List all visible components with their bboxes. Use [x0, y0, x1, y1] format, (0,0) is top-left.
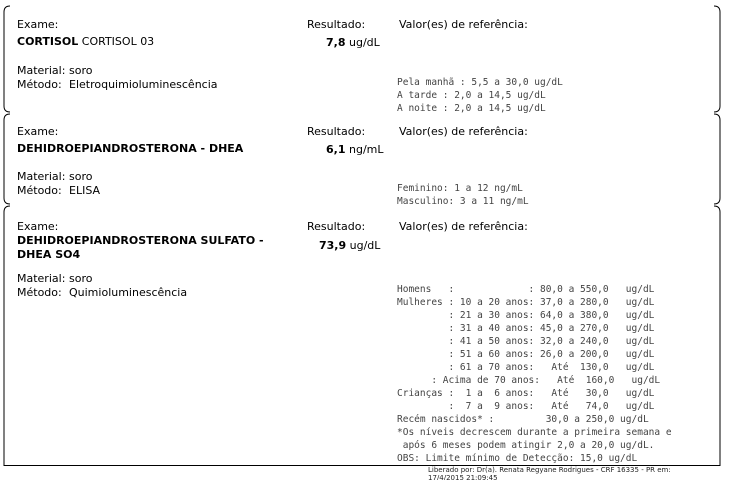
left-bracket	[0, 4, 12, 114]
reference-line: Recém nascidos* : 30,0 a 250,0 ug/dL	[397, 414, 649, 425]
result-unit: ng/mL	[345, 143, 384, 156]
reference-line: Crianças : 1 a 6 anos: Até 30,0 ug/dL	[397, 388, 655, 399]
method-value: ELISA	[69, 184, 101, 197]
reference-line: : 51 a 60 anos: 26,0 a 200,0 ug/dL	[397, 349, 655, 360]
result-number: 73,9	[319, 239, 347, 252]
reference-line: Homens : : 80,0 a 550,0 ug/dL	[397, 284, 655, 295]
reference-label: Valor(es) de referência:	[399, 18, 528, 31]
exam-name-rest: CORTISOL 03	[78, 35, 155, 48]
reference-line: após 6 meses podem atingir 2,0 a 20,0 ug/dL.	[397, 440, 655, 451]
reference-line: Masculino: 3 a 11 ng/mL	[397, 196, 529, 207]
reference-line: : Acima de 70 anos: Até 160,0 ug/dL	[397, 375, 661, 386]
exam-name-line2: DHEA SO4	[17, 248, 81, 261]
reference-line: OBS: Limite mínimo de Detecção: 15,0 ug/dL	[397, 453, 638, 464]
result-number: 6,1	[326, 143, 346, 156]
reference-line: A noite : 2,0 a 14,5 ug/dL	[397, 103, 546, 114]
method-label: Método:	[17, 286, 62, 299]
reference-label: Valor(es) de referência:	[399, 125, 528, 138]
result-value	[319, 239, 380, 252]
exam-name-bold: CORTISOL	[17, 35, 79, 48]
reference-line: : 21 a 30 anos: 64,0 a 380,0 ug/dL	[397, 310, 655, 321]
method-label: Método:	[17, 184, 62, 197]
material-value: soro	[69, 170, 93, 183]
left-bracket	[0, 204, 12, 466]
release-datetime: 17/4/2015 21:09:45	[428, 474, 498, 480]
reference-values	[397, 63, 563, 115]
reference-line: Pela manhã : 5,5 a 30,0 ug/dL	[397, 77, 563, 88]
exam-name	[17, 35, 154, 48]
reference-line: : 7 a 9 anos: Até 74,0 ug/dL	[397, 401, 655, 412]
release-line: Liberado por: Dr(a). Renata Regyane Rodrigues - CRF 16335 - PR em:	[428, 466, 671, 474]
result-unit: ug/dL	[346, 239, 381, 252]
reference-values	[397, 270, 672, 465]
reference-line: : 41 a 50 anos: 32,0 a 240,0 ug/dL	[397, 336, 655, 347]
right-bracket	[712, 204, 724, 466]
reference-line: Mulheres : 10 a 20 anos: 37,0 a 280,0 ug/dL	[397, 297, 655, 308]
right-bracket	[712, 4, 724, 114]
result-label: Resultado:	[307, 125, 366, 138]
material-value: soro	[69, 64, 93, 77]
reference-line: A tarde : 2,0 a 14,5 ug/dL	[397, 90, 546, 101]
material-value: soro	[69, 272, 93, 285]
reference-line: *Os níveis decrescem durante a primeira semana e	[397, 427, 672, 438]
method-value: Eletroquimioluminescência	[69, 78, 218, 91]
reference-values	[397, 169, 529, 208]
result-label: Resultado:	[307, 18, 366, 31]
method-label: Método:	[17, 78, 62, 91]
exam-name: DEHIDROEPIANDROSTERONA - DHEA	[17, 142, 244, 155]
exam-label: Exame:	[17, 125, 59, 138]
method-value: Quimioluminescência	[69, 286, 188, 299]
reference-line: : 31 a 40 anos: 45,0 a 270,0 ug/dL	[397, 323, 655, 334]
reference-line: : 61 a 70 anos: Até 130,0 ug/dL	[397, 362, 655, 373]
material-label: Material:	[17, 272, 66, 285]
exam-label: Exame:	[17, 18, 59, 31]
result-value	[326, 143, 384, 156]
reference-line: Feminino: 1 a 12 ng/mL	[397, 183, 523, 194]
result-number: 7,8	[326, 36, 346, 49]
material-label: Material:	[17, 170, 66, 183]
right-bracket	[712, 112, 724, 206]
exam-label: Exame:	[17, 220, 59, 233]
result-value	[326, 36, 380, 49]
exam-name-line1: DEHIDROEPIANDROSTERONA SULFATO -	[17, 234, 264, 247]
material-label: Material:	[17, 64, 66, 77]
release-signature	[428, 466, 671, 480]
reference-label: Valor(es) de referência:	[399, 220, 528, 233]
result-label: Resultado:	[307, 220, 366, 233]
left-bracket	[0, 112, 12, 206]
result-unit: ug/dL	[345, 36, 380, 49]
